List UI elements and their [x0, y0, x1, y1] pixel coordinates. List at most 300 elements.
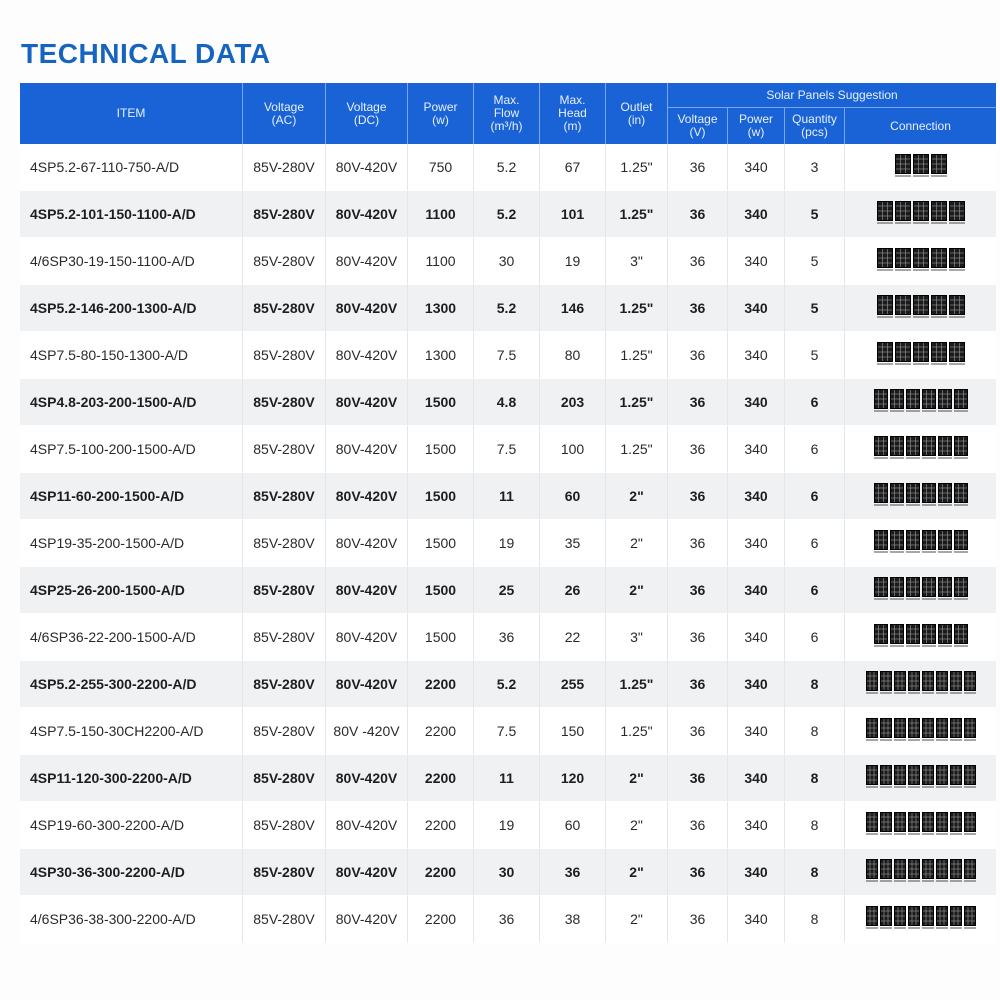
cell-solar-power: 340	[728, 238, 785, 285]
solar-panel-icon	[954, 624, 968, 648]
cell-outlet: 2"	[606, 849, 668, 896]
solar-panel-icon	[890, 624, 904, 648]
cell-connection	[845, 285, 996, 332]
header-power: Power (w)	[408, 83, 474, 144]
solar-panel-icon	[894, 718, 906, 742]
solar-panel-icon	[906, 483, 920, 507]
solar-panel-icon	[913, 342, 929, 366]
header-solar-quantity: Quantity (pcs)	[785, 108, 845, 144]
cell-solar-power: 340	[728, 614, 785, 661]
solar-panel-array	[874, 483, 968, 507]
cell-solar-power: 340	[728, 285, 785, 332]
cell-power: 1500	[408, 567, 474, 614]
cell-power: 750	[408, 144, 474, 191]
cell-solar-voltage: 36	[668, 191, 728, 238]
cell-voltage-dc: 80V-420V	[326, 191, 408, 238]
cell-solar-voltage: 36	[668, 426, 728, 473]
cell-max-head: 150	[540, 708, 606, 755]
solar-panel-icon	[880, 671, 892, 695]
cell-power: 2200	[408, 755, 474, 802]
cell-max-flow: 19	[474, 520, 540, 567]
cell-solar-voltage: 36	[668, 849, 728, 896]
cell-power: 1500	[408, 379, 474, 426]
cell-max-flow: 7.5	[474, 426, 540, 473]
cell-voltage-ac: 85V-280V	[243, 849, 326, 896]
cell-voltage-dc: 80V-420V	[326, 144, 408, 191]
solar-panel-icon	[866, 859, 878, 883]
cell-outlet: 1.25"	[606, 332, 668, 379]
cell-connection	[845, 849, 996, 896]
cell-solar-voltage: 36	[668, 567, 728, 614]
cell-connection	[845, 896, 996, 943]
cell-max-flow: 36	[474, 614, 540, 661]
cell-max-head: 38	[540, 896, 606, 943]
cell-max-flow: 30	[474, 849, 540, 896]
cell-item: 4SP7.5-100-200-1500-A/D	[20, 426, 243, 473]
solar-panel-icon	[938, 624, 952, 648]
solar-panel-icon	[906, 624, 920, 648]
cell-voltage-dc: 80V-420V	[326, 849, 408, 896]
cell-solar-voltage: 36	[668, 379, 728, 426]
table-body	[20, 144, 996, 943]
table-row	[20, 144, 996, 191]
solar-panel-icon	[874, 436, 888, 460]
table-row	[20, 285, 996, 332]
cell-connection	[845, 332, 996, 379]
solar-panel-array	[874, 577, 968, 601]
solar-panel-icon	[895, 295, 911, 319]
cell-voltage-dc: 80V-420V	[326, 567, 408, 614]
solar-panel-icon	[877, 342, 893, 366]
solar-panel-icon	[954, 389, 968, 413]
cell-solar-quantity: 6	[785, 614, 845, 661]
cell-outlet: 1.25"	[606, 379, 668, 426]
cell-solar-quantity: 8	[785, 849, 845, 896]
cell-voltage-dc: 80V-420V	[326, 332, 408, 379]
cell-power: 2200	[408, 661, 474, 708]
solar-panel-array	[874, 624, 968, 648]
header-solar-voltage: Voltage (V)	[668, 108, 728, 144]
cell-solar-voltage: 36	[668, 661, 728, 708]
cell-solar-power: 340	[728, 896, 785, 943]
solar-panel-icon	[931, 201, 947, 225]
cell-power: 2200	[408, 849, 474, 896]
cell-max-flow: 19	[474, 802, 540, 849]
solar-panel-icon	[906, 530, 920, 554]
cell-outlet: 1.25"	[606, 708, 668, 755]
cell-voltage-dc: 80V-420V	[326, 896, 408, 943]
solar-panel-icon	[880, 812, 892, 836]
cell-max-flow: 30	[474, 238, 540, 285]
cell-outlet: 2"	[606, 896, 668, 943]
cell-max-flow: 4.8	[474, 379, 540, 426]
cell-solar-power: 340	[728, 520, 785, 567]
cell-solar-power: 340	[728, 426, 785, 473]
cell-outlet: 2"	[606, 473, 668, 520]
cell-max-head: 203	[540, 379, 606, 426]
solar-panel-icon	[880, 859, 892, 883]
solar-panel-icon	[938, 436, 952, 460]
cell-voltage-ac: 85V-280V	[243, 614, 326, 661]
table-row	[20, 661, 996, 708]
cell-voltage-ac: 85V-280V	[243, 379, 326, 426]
cell-solar-power: 340	[728, 802, 785, 849]
solar-panel-icon	[931, 295, 947, 319]
cell-solar-quantity: 8	[785, 708, 845, 755]
cell-connection	[845, 473, 996, 520]
cell-item: 4SP25-26-200-1500-A/D	[20, 567, 243, 614]
solar-panel-icon	[866, 671, 878, 695]
solar-panel-icon	[950, 812, 962, 836]
table-row	[20, 755, 996, 802]
solar-panel-icon	[922, 765, 934, 789]
solar-panel-icon	[922, 859, 934, 883]
cell-max-head: 255	[540, 661, 606, 708]
table-row	[20, 426, 996, 473]
solar-panel-icon	[874, 389, 888, 413]
cell-solar-voltage: 36	[668, 285, 728, 332]
solar-panel-icon	[964, 812, 976, 836]
solar-panel-icon	[906, 577, 920, 601]
cell-item: 4SP19-60-300-2200-A/D	[20, 802, 243, 849]
header-max-head: Max. Head (m)	[540, 83, 606, 144]
cell-outlet: 1.25"	[606, 144, 668, 191]
cell-voltage-dc: 80V-420V	[326, 473, 408, 520]
cell-max-head: 67	[540, 144, 606, 191]
cell-solar-quantity: 8	[785, 802, 845, 849]
cell-connection	[845, 755, 996, 802]
cell-max-head: 26	[540, 567, 606, 614]
cell-solar-quantity: 8	[785, 896, 845, 943]
solar-panel-array	[874, 530, 968, 554]
solar-panel-icon	[931, 342, 947, 366]
solar-panel-icon	[890, 389, 904, 413]
solar-panel-icon	[913, 201, 929, 225]
solar-panel-icon	[877, 201, 893, 225]
cell-voltage-ac: 85V-280V	[243, 426, 326, 473]
table-row	[20, 238, 996, 285]
solar-panel-icon	[877, 295, 893, 319]
cell-power: 1500	[408, 473, 474, 520]
solar-panel-icon	[913, 154, 929, 178]
solar-panel-icon	[908, 906, 920, 930]
solar-panel-icon	[922, 436, 936, 460]
cell-voltage-dc: 80V-420V	[326, 238, 408, 285]
solar-panel-icon	[938, 389, 952, 413]
cell-max-flow: 5.2	[474, 661, 540, 708]
cell-solar-voltage: 36	[668, 332, 728, 379]
cell-connection	[845, 144, 996, 191]
cell-solar-quantity: 8	[785, 661, 845, 708]
cell-solar-quantity: 6	[785, 567, 845, 614]
cell-voltage-dc: 80V-420V	[326, 755, 408, 802]
solar-panel-array	[874, 389, 968, 413]
solar-panel-icon	[954, 577, 968, 601]
solar-panel-array	[877, 248, 965, 272]
solar-panel-icon	[880, 765, 892, 789]
solar-panel-icon	[895, 201, 911, 225]
solar-panel-icon	[936, 718, 948, 742]
solar-panel-icon	[922, 812, 934, 836]
cell-connection	[845, 191, 996, 238]
solar-panel-icon	[931, 248, 947, 272]
cell-power: 1500	[408, 520, 474, 567]
solar-panel-icon	[908, 718, 920, 742]
cell-solar-quantity: 3	[785, 144, 845, 191]
solar-panel-icon	[894, 765, 906, 789]
cell-power: 2200	[408, 708, 474, 755]
header-solar-panels-suggestion: Solar Panels Suggestion	[668, 83, 996, 108]
solar-panel-icon	[949, 248, 965, 272]
solar-panel-icon	[890, 577, 904, 601]
cell-solar-power: 340	[728, 755, 785, 802]
cell-voltage-dc: 80V-420V	[326, 379, 408, 426]
header-solar-power: Power (w)	[728, 108, 785, 144]
cell-max-head: 120	[540, 755, 606, 802]
solar-panel-icon	[922, 483, 936, 507]
cell-item: 4SP11-120-300-2200-A/D	[20, 755, 243, 802]
cell-solar-quantity: 5	[785, 332, 845, 379]
solar-panel-icon	[936, 765, 948, 789]
header-item: ITEM	[20, 83, 243, 144]
solar-panel-icon	[964, 906, 976, 930]
solar-panel-icon	[894, 671, 906, 695]
solar-panel-icon	[908, 671, 920, 695]
solar-panel-icon	[931, 154, 947, 178]
cell-voltage-ac: 85V-280V	[243, 285, 326, 332]
solar-panel-array	[866, 671, 976, 695]
solar-panel-icon	[938, 530, 952, 554]
cell-solar-power: 340	[728, 708, 785, 755]
cell-item: 4SP5.2-67-110-750-A/D	[20, 144, 243, 191]
cell-solar-power: 340	[728, 332, 785, 379]
cell-solar-voltage: 36	[668, 708, 728, 755]
cell-solar-quantity: 5	[785, 285, 845, 332]
cell-item: 4SP11-60-200-1500-A/D	[20, 473, 243, 520]
cell-power: 1300	[408, 332, 474, 379]
cell-solar-voltage: 36	[668, 896, 728, 943]
solar-panel-icon	[895, 342, 911, 366]
cell-solar-voltage: 36	[668, 614, 728, 661]
cell-max-flow: 5.2	[474, 144, 540, 191]
cell-outlet: 1.25"	[606, 191, 668, 238]
solar-panel-icon	[895, 154, 911, 178]
solar-panel-icon	[936, 906, 948, 930]
solar-panel-icon	[890, 530, 904, 554]
table-row	[20, 849, 996, 896]
solar-panel-icon	[874, 483, 888, 507]
solar-panel-icon	[894, 859, 906, 883]
cell-max-flow: 7.5	[474, 708, 540, 755]
solar-panel-icon	[866, 718, 878, 742]
cell-max-head: 36	[540, 849, 606, 896]
table-row	[20, 520, 996, 567]
cell-item: 4SP5.2-146-200-1300-A/D	[20, 285, 243, 332]
header-max-flow: Max. Flow (m³/h)	[474, 83, 540, 144]
solar-panel-array	[877, 342, 965, 366]
solar-panel-icon	[954, 530, 968, 554]
solar-panel-icon	[950, 671, 962, 695]
cell-outlet: 3"	[606, 238, 668, 285]
cell-max-head: 60	[540, 802, 606, 849]
cell-item: 4SP19-35-200-1500-A/D	[20, 520, 243, 567]
solar-panel-array	[866, 859, 976, 883]
cell-voltage-ac: 85V-280V	[243, 567, 326, 614]
solar-panel-array	[877, 201, 965, 225]
solar-panel-array	[866, 906, 976, 930]
solar-panel-icon	[908, 859, 920, 883]
cell-voltage-ac: 85V-280V	[243, 708, 326, 755]
cell-max-flow: 11	[474, 755, 540, 802]
solar-panel-icon	[866, 906, 878, 930]
cell-solar-quantity: 6	[785, 473, 845, 520]
cell-item: 4SP7.5-150-30CH2200-A/D	[20, 708, 243, 755]
table-row	[20, 802, 996, 849]
cell-voltage-ac: 85V-280V	[243, 473, 326, 520]
cell-voltage-ac: 85V-280V	[243, 144, 326, 191]
solar-panel-icon	[949, 342, 965, 366]
table-row	[20, 896, 996, 943]
cell-outlet: 3"	[606, 614, 668, 661]
cell-voltage-ac: 85V-280V	[243, 755, 326, 802]
cell-max-flow: 36	[474, 896, 540, 943]
solar-panel-icon	[874, 530, 888, 554]
table-row	[20, 473, 996, 520]
table-row	[20, 332, 996, 379]
cell-item: 4SP7.5-80-150-1300-A/D	[20, 332, 243, 379]
solar-panel-icon	[913, 248, 929, 272]
cell-outlet: 1.25"	[606, 426, 668, 473]
cell-outlet: 2"	[606, 755, 668, 802]
header-voltage-dc: Voltage (DC)	[326, 83, 408, 144]
solar-panel-icon	[866, 765, 878, 789]
solar-panel-icon	[906, 389, 920, 413]
solar-panel-icon	[922, 906, 934, 930]
solar-panel-array	[874, 436, 968, 460]
solar-panel-icon	[874, 577, 888, 601]
header-voltage-ac: Voltage (AC)	[243, 83, 326, 144]
solar-panel-icon	[964, 765, 976, 789]
cell-outlet: 2"	[606, 802, 668, 849]
solar-panel-icon	[908, 812, 920, 836]
cell-item: 4SP4.8-203-200-1500-A/D	[20, 379, 243, 426]
solar-panel-icon	[954, 436, 968, 460]
cell-solar-quantity: 6	[785, 520, 845, 567]
cell-power: 1100	[408, 238, 474, 285]
cell-item: 4SP5.2-255-300-2200-A/D	[20, 661, 243, 708]
cell-solar-quantity: 8	[785, 755, 845, 802]
cell-solar-quantity: 6	[785, 426, 845, 473]
cell-power: 1100	[408, 191, 474, 238]
solar-panel-icon	[877, 248, 893, 272]
cell-connection	[845, 238, 996, 285]
solar-panel-icon	[880, 906, 892, 930]
cell-solar-power: 340	[728, 191, 785, 238]
cell-solar-voltage: 36	[668, 755, 728, 802]
cell-voltage-ac: 85V-280V	[243, 191, 326, 238]
cell-power: 2200	[408, 896, 474, 943]
cell-solar-power: 340	[728, 144, 785, 191]
solar-panel-icon	[964, 671, 976, 695]
cell-max-head: 22	[540, 614, 606, 661]
cell-outlet: 2"	[606, 567, 668, 614]
solar-panel-icon	[894, 906, 906, 930]
cell-power: 1300	[408, 285, 474, 332]
cell-solar-power: 340	[728, 567, 785, 614]
solar-panel-icon	[922, 624, 936, 648]
solar-panel-array	[895, 154, 947, 178]
solar-panel-icon	[950, 906, 962, 930]
table-row	[20, 379, 996, 426]
header-solar-connection: Connection	[845, 108, 996, 144]
solar-panel-icon	[906, 436, 920, 460]
cell-max-flow: 5.2	[474, 191, 540, 238]
solar-panel-array	[866, 812, 976, 836]
cell-outlet: 2"	[606, 520, 668, 567]
cell-connection	[845, 802, 996, 849]
cell-voltage-dc: 80V-420V	[326, 614, 408, 661]
cell-connection	[845, 379, 996, 426]
cell-max-head: 19	[540, 238, 606, 285]
solar-panel-icon	[954, 483, 968, 507]
solar-panel-icon	[938, 577, 952, 601]
cell-power: 1500	[408, 614, 474, 661]
table-row	[20, 614, 996, 661]
solar-panel-icon	[895, 248, 911, 272]
cell-voltage-dc: 80V-420V	[326, 661, 408, 708]
solar-panel-icon	[950, 859, 962, 883]
cell-power: 1500	[408, 426, 474, 473]
page-title: TECHNICAL DATA	[21, 38, 271, 69]
cell-voltage-ac: 85V-280V	[243, 520, 326, 567]
cell-item: 4SP30-36-300-2200-A/D	[20, 849, 243, 896]
solar-panel-icon	[890, 436, 904, 460]
cell-max-head: 101	[540, 191, 606, 238]
cell-voltage-dc: 80V -420V	[326, 708, 408, 755]
cell-power: 2200	[408, 802, 474, 849]
cell-connection	[845, 426, 996, 473]
cell-outlet: 1.25"	[606, 285, 668, 332]
cell-max-head: 100	[540, 426, 606, 473]
header-outlet: Outlet (in)	[606, 83, 668, 144]
cell-connection	[845, 520, 996, 567]
solar-panel-icon	[922, 671, 934, 695]
cell-solar-power: 340	[728, 661, 785, 708]
cell-solar-power: 340	[728, 849, 785, 896]
cell-connection	[845, 614, 996, 661]
cell-max-head: 35	[540, 520, 606, 567]
cell-max-flow: 11	[474, 473, 540, 520]
table-row	[20, 567, 996, 614]
cell-solar-quantity: 6	[785, 379, 845, 426]
cell-max-flow: 5.2	[474, 285, 540, 332]
cell-connection	[845, 708, 996, 755]
solar-panel-icon	[880, 718, 892, 742]
table-row	[20, 191, 996, 238]
cell-item: 4/6SP36-22-200-1500-A/D	[20, 614, 243, 661]
solar-panel-icon	[949, 295, 965, 319]
solar-panel-icon	[964, 718, 976, 742]
solar-panel-icon	[964, 859, 976, 883]
cell-voltage-dc: 80V-420V	[326, 285, 408, 332]
cell-solar-quantity: 5	[785, 191, 845, 238]
solar-panel-icon	[922, 718, 934, 742]
cell-item: 4/6SP30-19-150-1100-A/D	[20, 238, 243, 285]
solar-panel-icon	[922, 577, 936, 601]
cell-max-head: 80	[540, 332, 606, 379]
cell-max-head: 146	[540, 285, 606, 332]
cell-max-head: 60	[540, 473, 606, 520]
